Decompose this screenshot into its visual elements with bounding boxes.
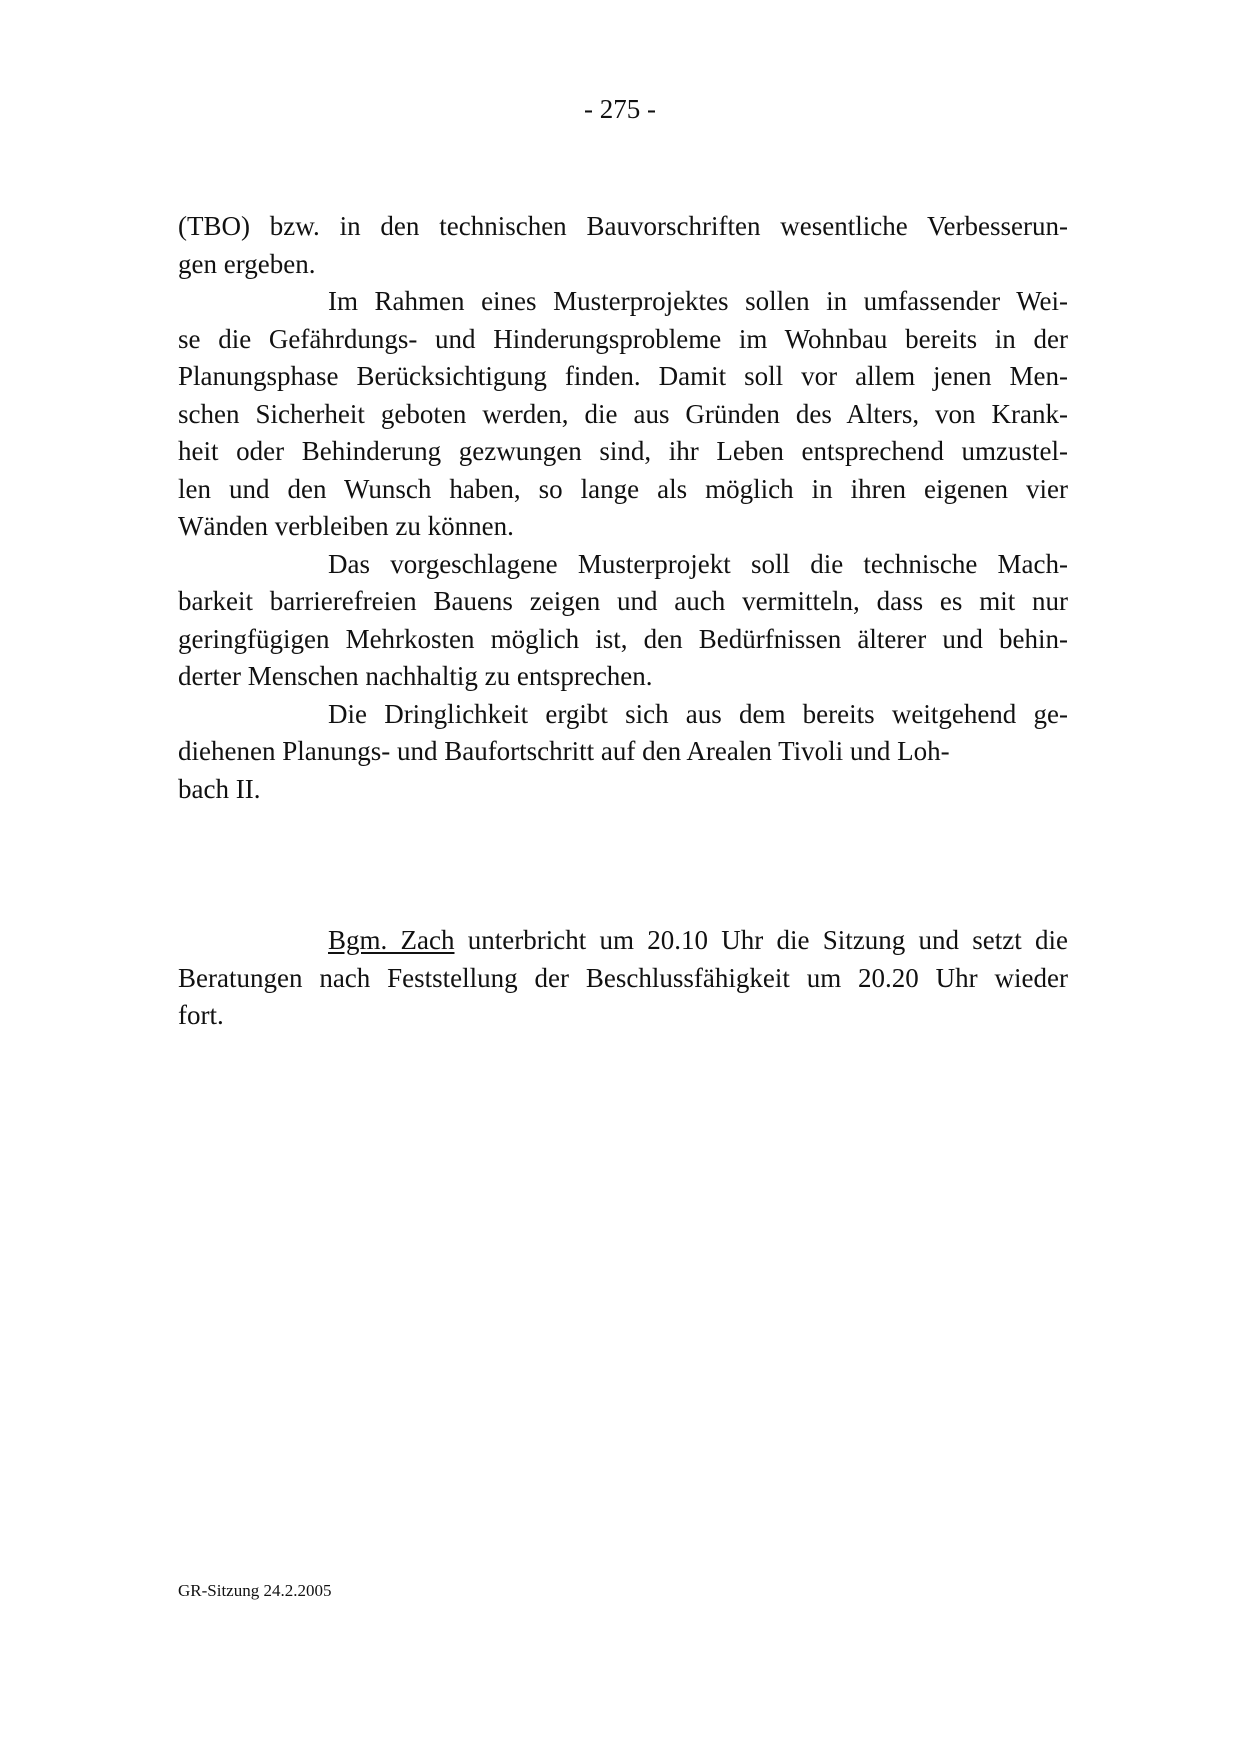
text-line: gen ergeben.	[178, 248, 316, 279]
page-number: - 275 -	[584, 94, 656, 124]
text-line	[178, 922, 1068, 960]
text-line: Beratungen nach Feststellung der Beschlussfähigkeit um 20.20 Uhr wieder	[178, 962, 1068, 993]
text-line: (TBO) bzw. in den technischen Bauvorschriften wesentliche Verbesserun-	[178, 211, 1068, 241]
text-line: diehenen Planungs- und Baufortschritt auf den Arealen Tivoli und Loh-	[178, 736, 950, 766]
paragraph-2	[178, 283, 1068, 546]
text-line: barkeit barrierefreien Bauens zeigen und auch vermitteln, dass es mit nur	[178, 586, 1068, 616]
text-line: Die Dringlichkeit ergibt sich aus dem bereits weitgehend ge-	[328, 698, 1068, 729]
text-line: heit oder Behinderung gezwungen sind, ihr Leben entsprechend umzustel-	[178, 436, 1068, 466]
text-line: len und den Wunsch haben, so lange als möglich in ihren eigenen vier	[178, 473, 1068, 504]
text-line: Planungsphase Berücksichtigung finden. Damit soll vor allem jenen Men-	[178, 361, 1068, 391]
text-line: se die Gefährdungs- und Hinderungsprobleme im Wohnbau bereits in der	[178, 323, 1068, 354]
text-segment: unterbricht um 20.10 Uhr die Sitzung und setzt die	[454, 925, 1068, 955]
text-line: Wänden verbleiben zu können.	[178, 511, 514, 541]
speaker-name: Bgm. Zach	[328, 925, 455, 955]
main-text	[178, 208, 1068, 808]
text-line: geringfügigen Mehrkosten möglich ist, den Bedürfnissen älterer und behin-	[178, 623, 1068, 654]
text-line: Im Rahmen eines Musterprojektes sollen in umfassender Wei-	[328, 286, 1068, 316]
session-interruption-note	[178, 922, 1068, 1035]
paragraph-4	[178, 696, 1068, 809]
text-line: bach II.	[178, 773, 261, 804]
text-line: fort.	[178, 1000, 224, 1030]
footer-session-date: GR-Sitzung 24.2.2005	[178, 1581, 332, 1600]
paragraph-3	[178, 546, 1068, 696]
text-line: derter Menschen nachhaltig zu entsprechen.	[178, 661, 653, 691]
paragraph-1	[178, 208, 1068, 283]
text-line: schen Sicherheit geboten werden, die aus Gründen des Alters, von Krank-	[178, 398, 1068, 429]
text-line: Das vorgeschlagene Musterprojekt soll die technische Mach-	[328, 548, 1068, 579]
